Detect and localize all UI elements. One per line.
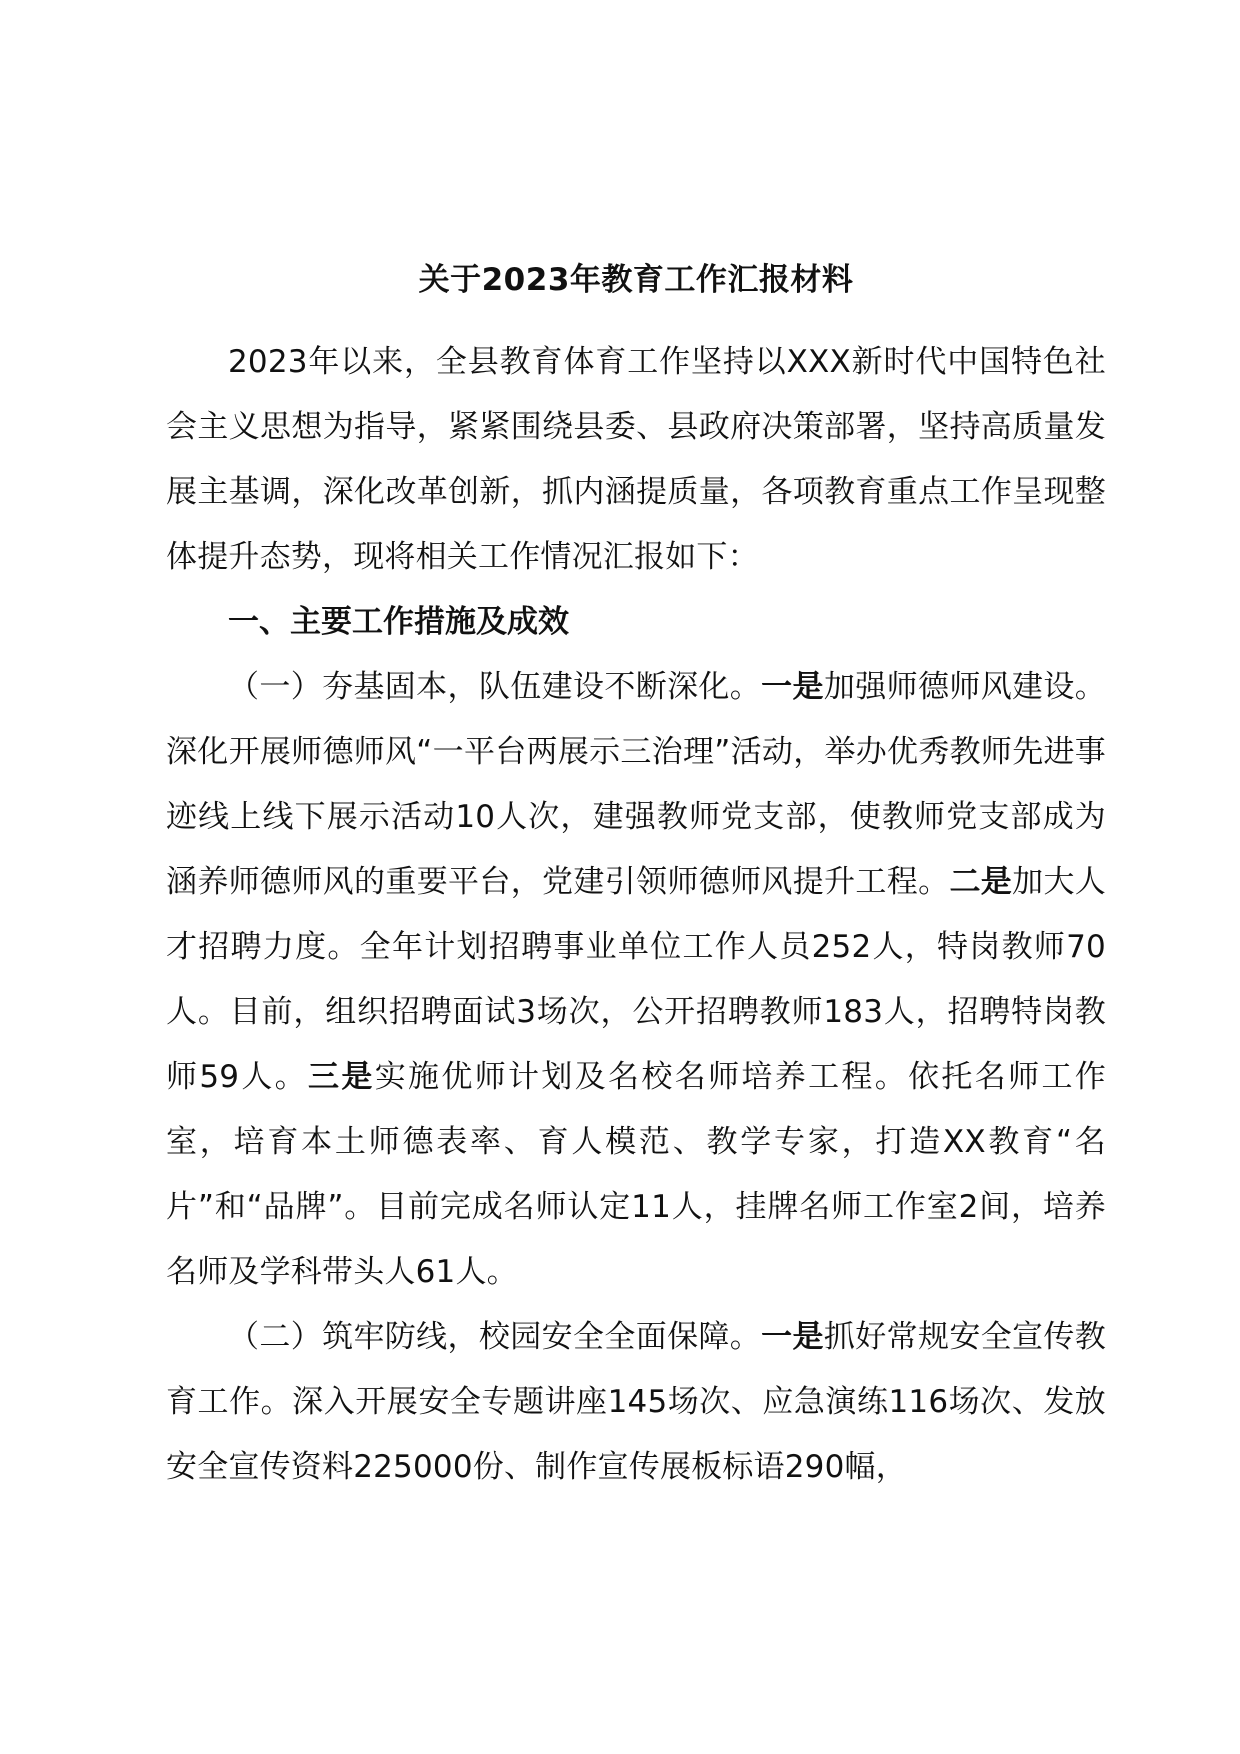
keyword-second: 二是 [949, 864, 1013, 900]
paragraph-lead: （二）筑牢防线，校园安全全面保障。 [228, 1319, 762, 1355]
document-page [166, 260, 1106, 1500]
paragraph-team-building [166, 655, 1106, 1305]
paragraph-campus-safety [166, 1305, 1106, 1500]
section-heading: 一、主要工作措施及成效 [228, 604, 569, 640]
paragraph-text: 实施优师计划及名校名师培养工程。依托名师工作室，培育本土师德表率、育人模范、教学专家，打造XX教育“名片”和“品牌”。目前完成名师认定11人，挂牌名师工作室2间，培养名师及学科带头人61人。 [166, 1059, 1106, 1290]
intro-paragraph: 2023年以来，全县教育体育工作坚持以XXX新时代中国特色社会主义思想为指导，紧紧围绕县委、县政府决策部署，坚持高质量发展主基调，深化改革创新，抓内涵提质量，各项教育重点工作呈现整体提升态势，现将相关工作情况汇报如下： [166, 344, 1106, 575]
keyword-third: 三是 [308, 1059, 375, 1095]
paragraph-text: 加大人才招聘力度。全年计划招聘事业单位工作人员252人，特岗教师70人。目前，组织招聘面试3场次，公开招聘教师183人，招聘特岗教师59人。 [166, 864, 1106, 1095]
paragraph-lead: （一）夯基固本，队伍建设不断深化。 [228, 669, 762, 705]
keyword-first: 一是 [761, 669, 824, 705]
paragraph-text: 加强师德师风建设。深化开展师德师风“一平台两展示三治理”活动，举办优秀教师先进事迹线上线下展示活动10人次，建强教师党支部，使教师党支部成为涵养师德师风的重要平台，党建引领师德师风提升工程。 [166, 669, 1106, 900]
paragraph-text: 抓好常规安全宣传教育工作。深入开展安全专题讲座145场次、应急演练116场次、发放安全宣传资料225000份、制作宣传展板标语290幅， [166, 1319, 1106, 1485]
document-title: 关于2023年教育工作汇报材料 [418, 262, 854, 298]
keyword-first: 一是 [761, 1319, 824, 1355]
